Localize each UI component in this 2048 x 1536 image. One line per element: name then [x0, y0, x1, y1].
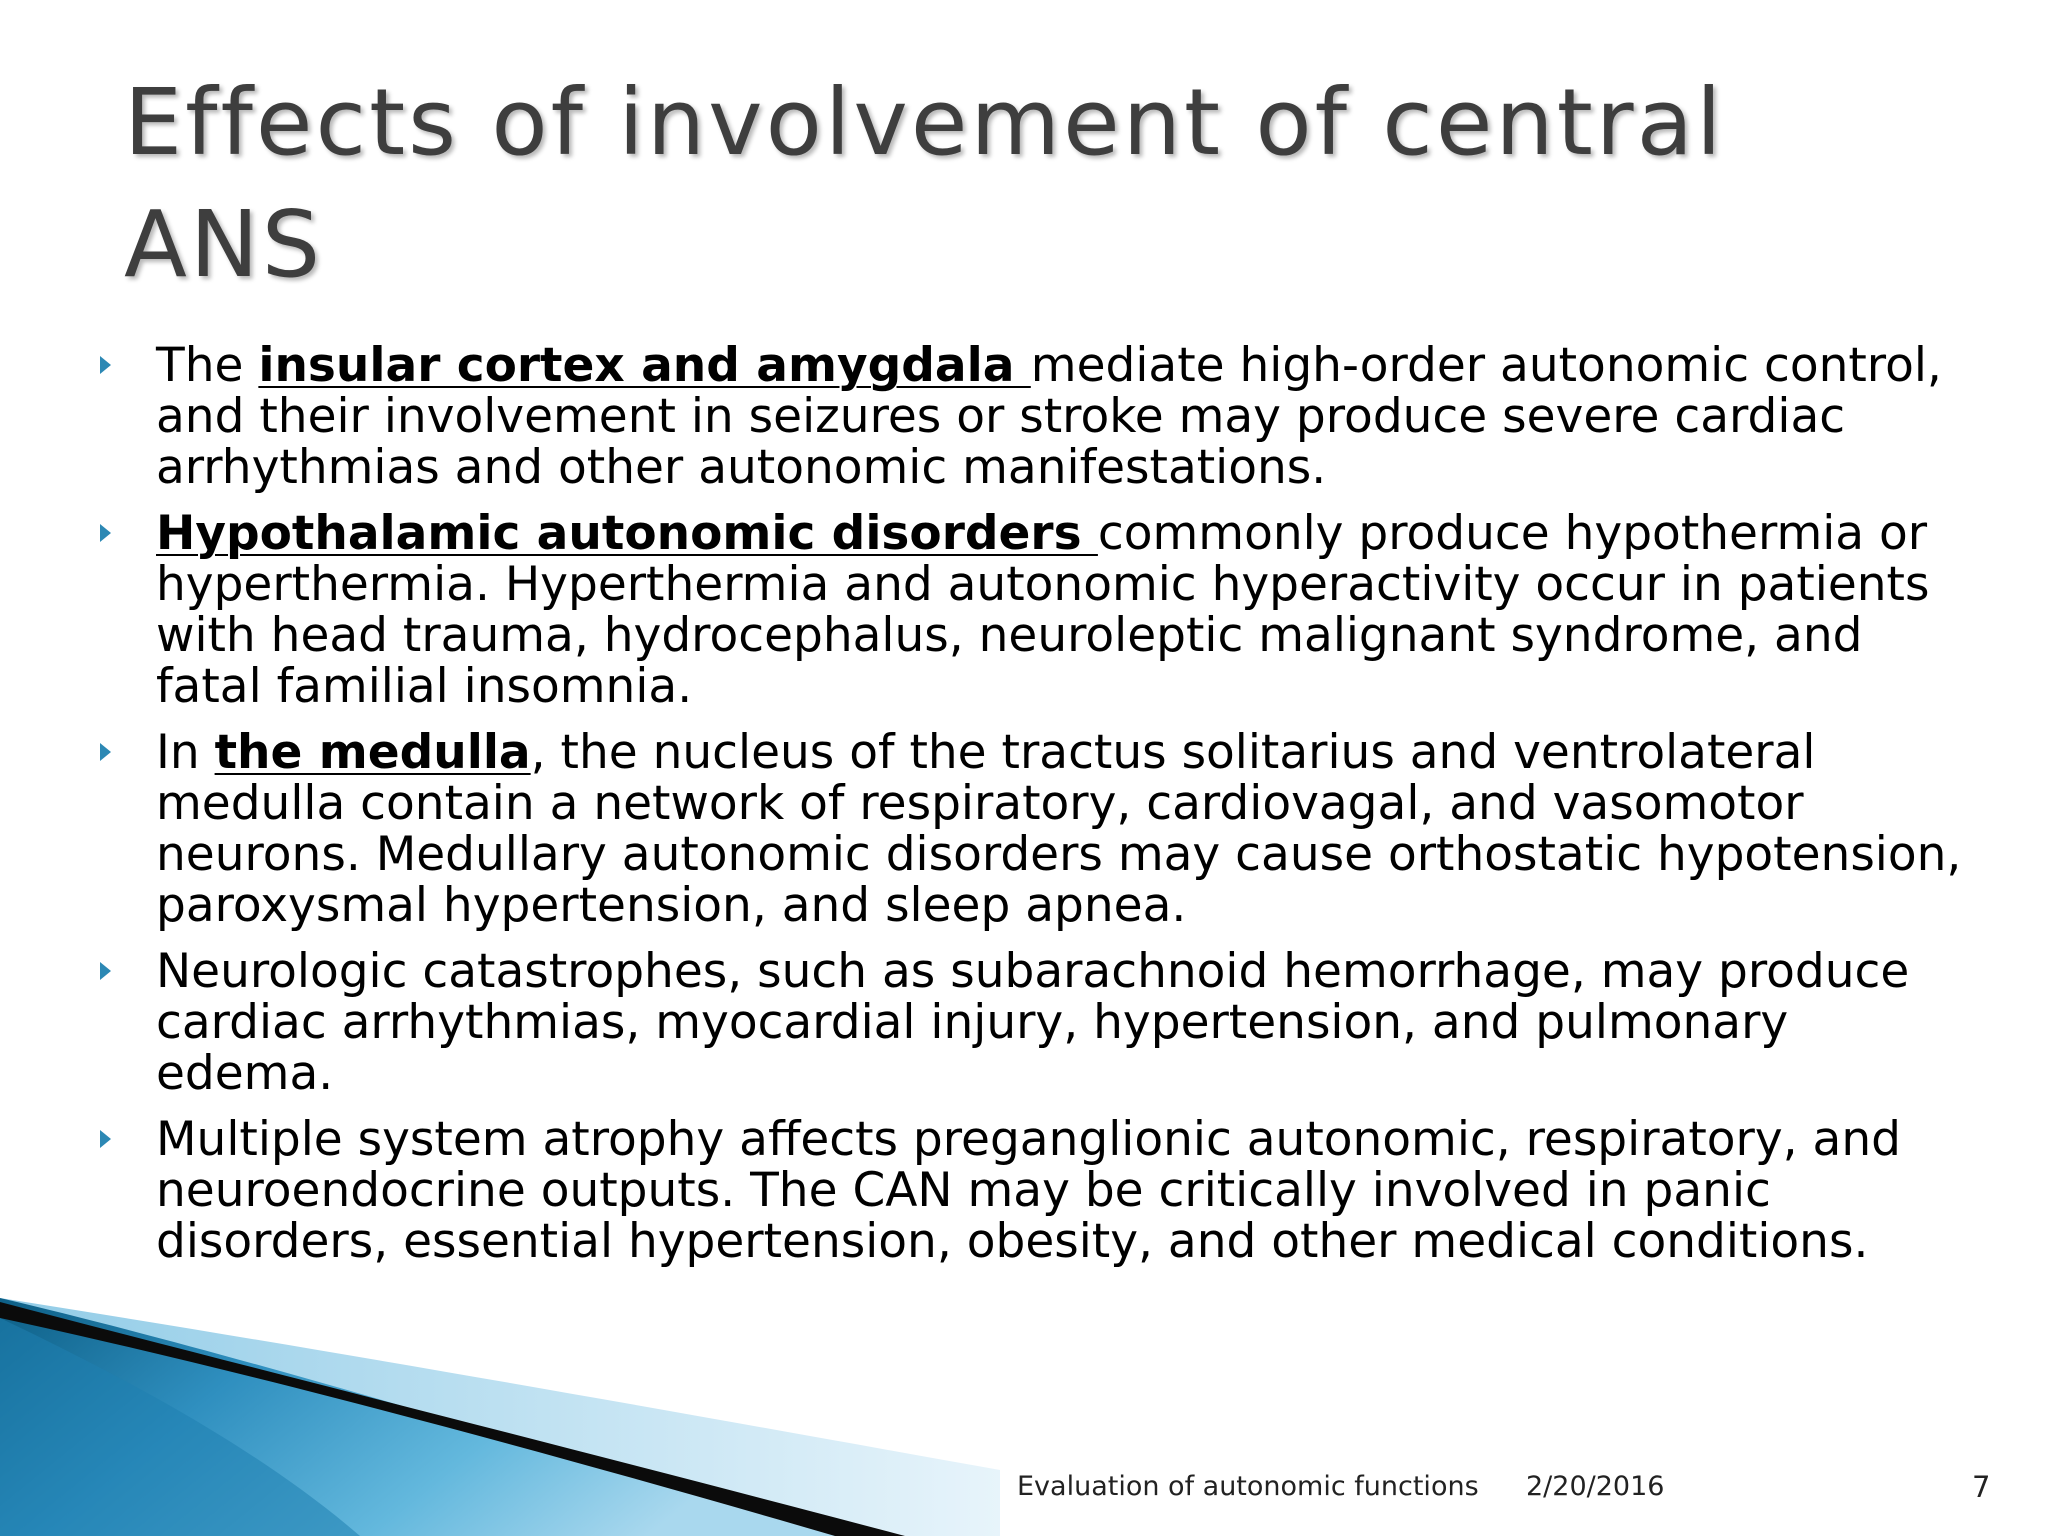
bullet-text-prefix: In [156, 725, 215, 780]
bullet-item [96, 946, 1976, 1099]
bullet-text [156, 1112, 1901, 1269]
bullet-text [156, 506, 1929, 714]
bullet-emphasis: the medulla [214, 725, 531, 780]
bullet-list [96, 340, 1976, 1282]
bullet-emphasis: insular cortex and amygdala [258, 338, 1031, 393]
bullet-item [96, 727, 1976, 931]
triangle-right-icon [100, 962, 111, 980]
bullet-text-prefix: The [156, 338, 259, 393]
triangle-right-icon [100, 524, 111, 542]
footer-date: 2/20/2016 [1526, 1471, 1665, 1502]
bullet-text-body: , the nucleus of the tractus solitarius and ventrolateral medulla contain a network of respiratory, cardiovagal, and vasomotor neurons. Medullary autonomic disorders may cause orthostatic hypotension, paroxysmal hypertension, and sleep apnea. [156, 725, 1962, 933]
slide-number: 7 [1972, 1470, 1991, 1504]
triangle-right-icon [100, 356, 111, 374]
bullet-text-body: commonly produce hypothermia or hyperthermia. Hyperthermia and autonomic hyperactivity occur in patients with head trauma, hydrocephalus, neuroleptic malignant syndrome, and fatal familial insomnia. [156, 506, 1930, 714]
bullet-item [96, 1114, 1976, 1267]
bullet-item [96, 340, 1976, 493]
bullet-text-body: Multiple system atrophy affects preganglionic autonomic, respiratory, and neuroendocrine outputs. The CAN may be critically involved in panic disorders, essential hypertension, obesity, and other medical conditions. [156, 1112, 1901, 1269]
triangle-right-icon [100, 1130, 111, 1148]
footer-title: Evaluation of autonomic functions [1017, 1471, 1479, 1502]
bullet-item [96, 508, 1976, 712]
bullet-text-body: mediate high-order autonomic control, and their involvement in seizures or stroke may produce severe cardiac arrhythmias and other autonomic manifestations. [156, 338, 1942, 495]
slide-title: Effects of involvement of central ANS [124, 69, 1725, 298]
bullet-emphasis: Hypothalamic autonomic disorders [156, 506, 1098, 561]
bullet-text [156, 338, 1942, 495]
bullet-text [156, 725, 1961, 933]
triangle-right-icon [100, 743, 111, 761]
bullet-text [156, 944, 1909, 1101]
bullet-text-body: Neurologic catastrophes, such as subarachnoid hemorrhage, may produce cardiac arrhythmias, myocardial injury, hypertension, and pulmonary edema. [156, 944, 1910, 1101]
